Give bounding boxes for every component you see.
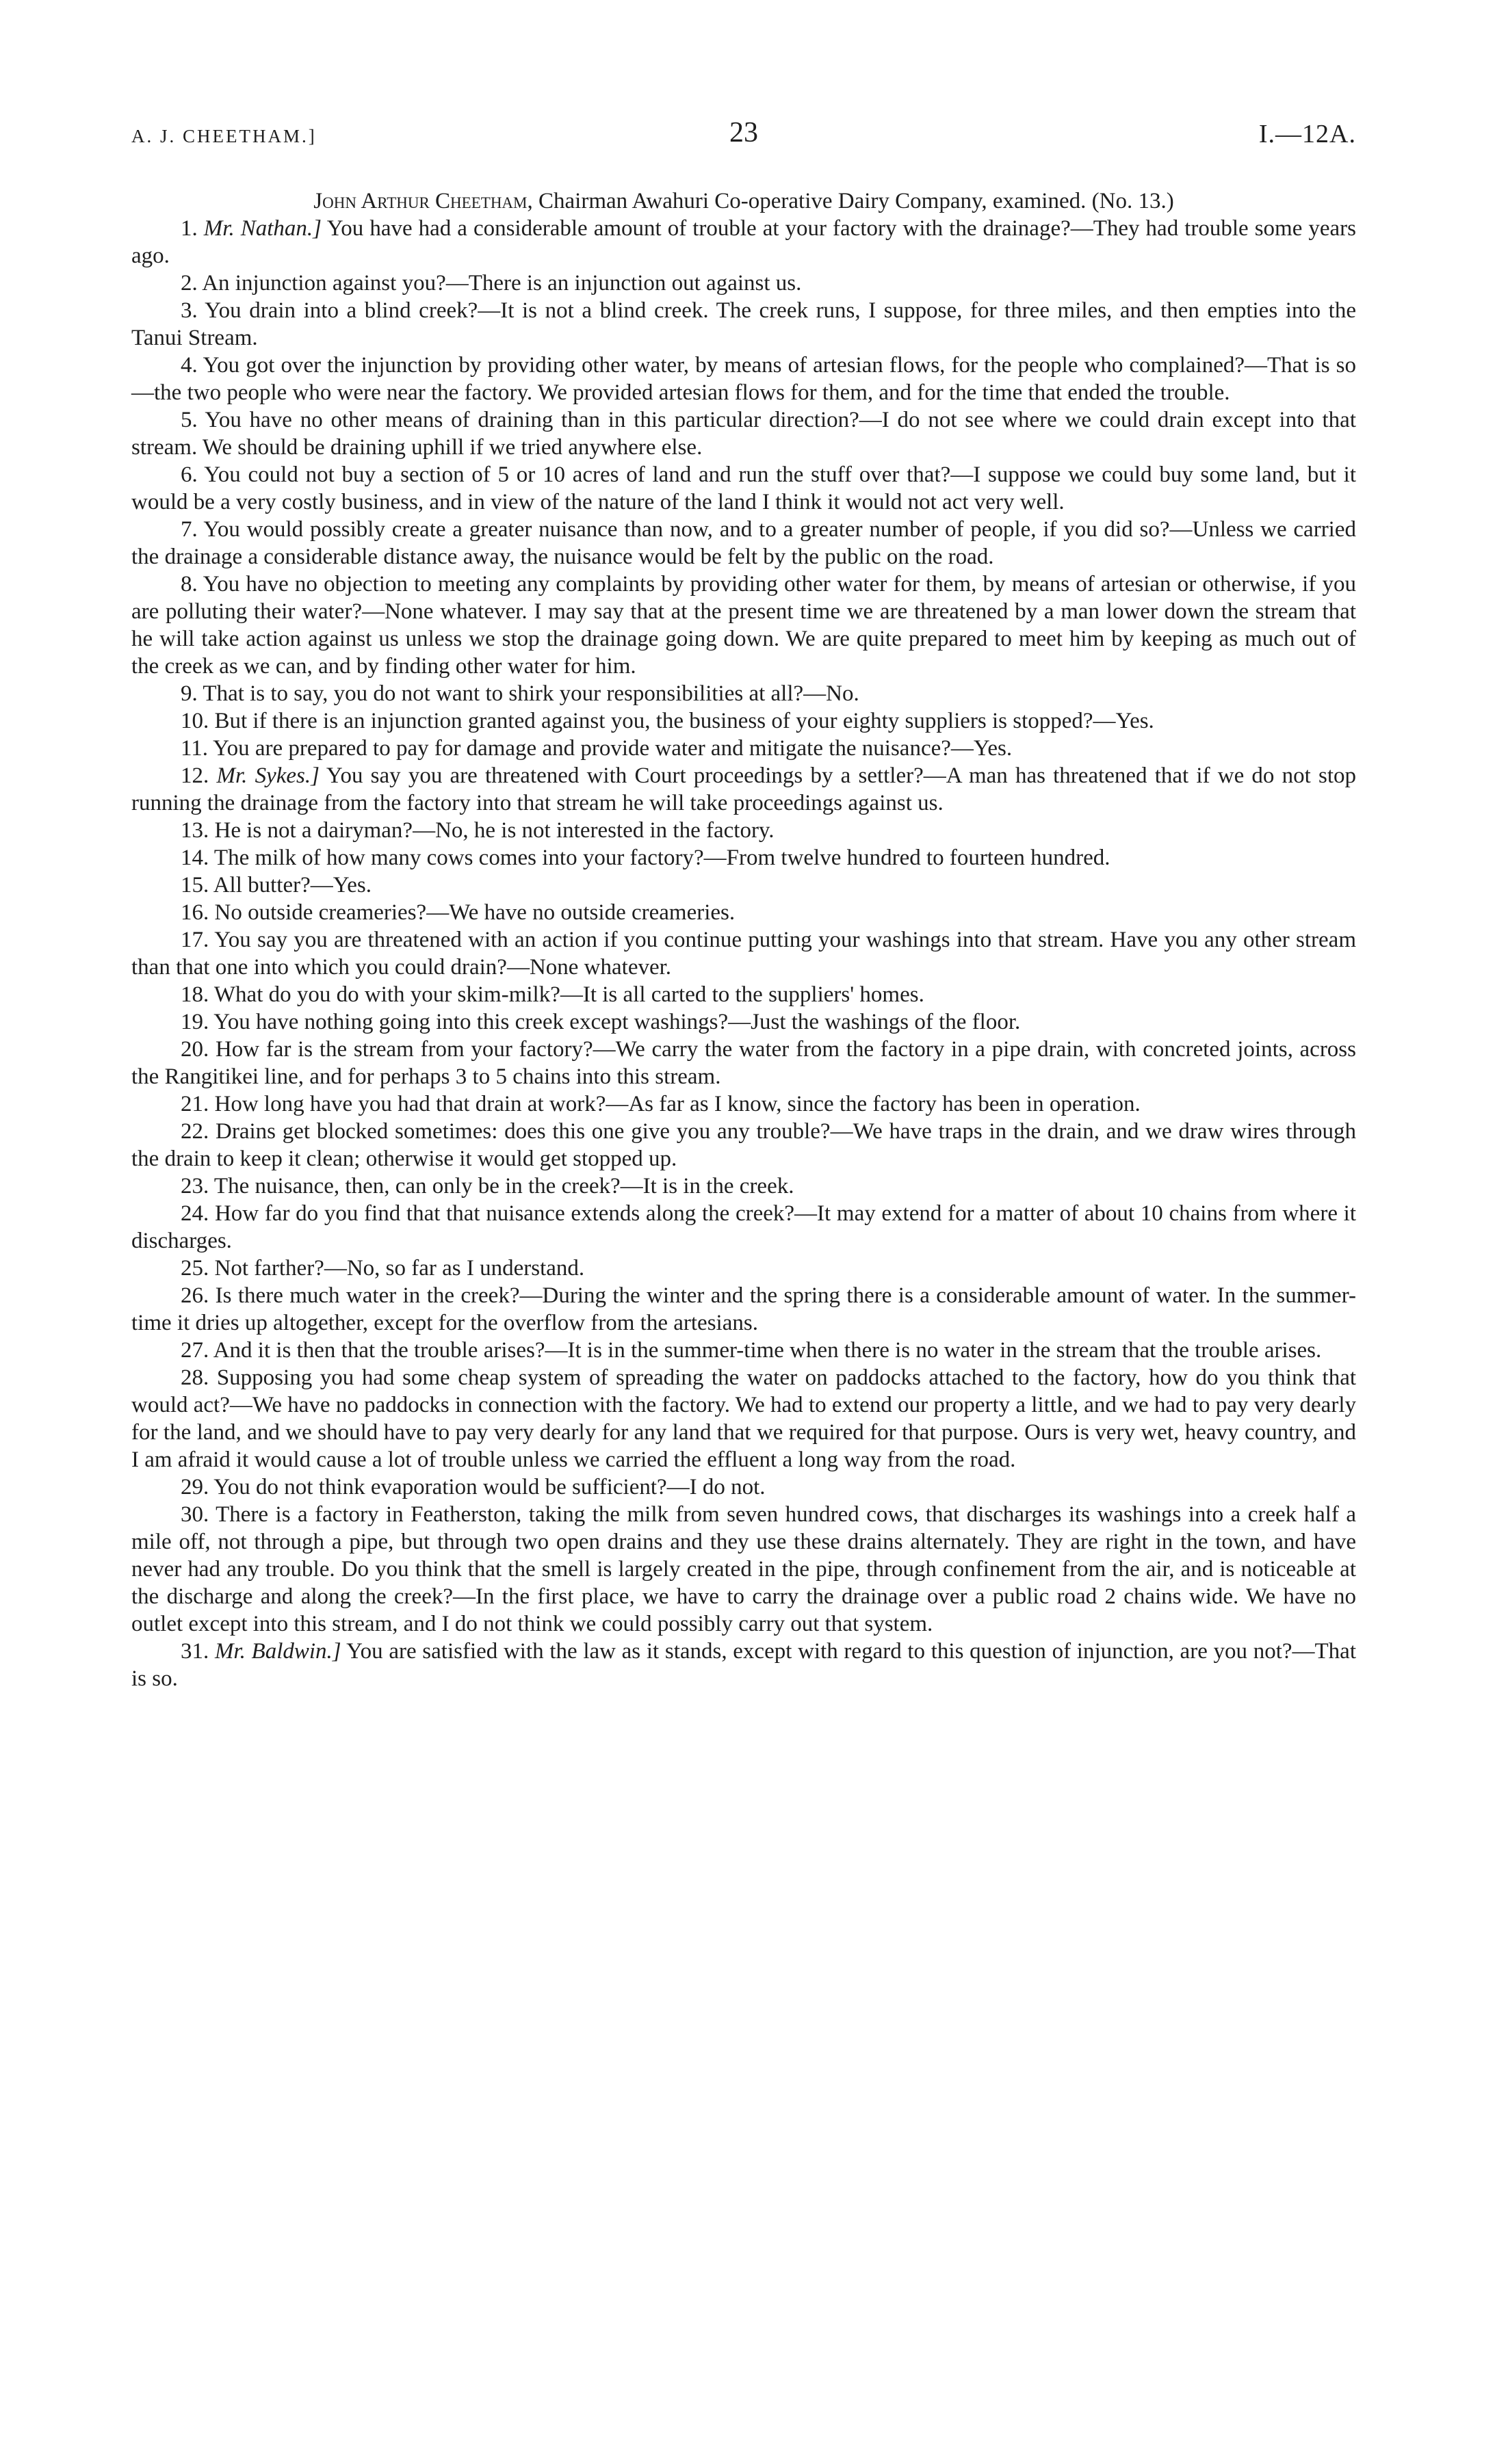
evidence-paragraph — [131, 1172, 1356, 1200]
witness-heading — [131, 187, 1356, 215]
question-answer-text: Supposing you had some cheap system of spreading the water on paddocks attached to the factory, how do you think that would act?—We have no paddocks in connection with the factory. We had to extend our property a little, and we had to pay very dearly for the land, and we should have to pay very dearly for any land that we required for that purpose. Ours is very wet, heavy country, and I am afraid it would cause a lot of trouble unless we carried the effluent a long way from the road. — [131, 1365, 1357, 1472]
question-answer-text: You have no other means of draining than in this particular direction?—I do not see where we could drain except into that stream. We should be draining uphill if we tried anywhere else. — [131, 408, 1356, 460]
question-number: 24. — [181, 1201, 209, 1226]
evidence-paragraph — [131, 1036, 1356, 1090]
question-answer-text: All butter?—Yes. — [213, 873, 372, 897]
document-page — [131, 116, 1356, 1692]
question-answer-text: The nuisance, then, can only be in the creek?—It is in the creek. — [213, 1174, 794, 1198]
question-number: 3. — [181, 298, 198, 323]
evidence-list — [131, 215, 1356, 1692]
question-number: 7. — [181, 517, 198, 542]
evidence-paragraph — [131, 817, 1356, 844]
witness-name: John Arthur Cheetham, — [313, 189, 533, 213]
evidence-paragraph — [131, 1008, 1356, 1036]
question-number: 19. — [181, 1010, 209, 1034]
question-answer-text: You have had a considerable amount of trouble at your factory with the drainage?—They had trouble some years ago. — [131, 216, 1356, 268]
evidence-paragraph — [131, 461, 1356, 516]
question-number: 12. — [181, 763, 209, 788]
question-answer-text: Is there much water in the creek?—During the winter and the spring there is a considerable amount of water. In the summer-time it dries up altogether, except for the overflow from the artesians. — [131, 1283, 1357, 1335]
question-answer-text: You would possibly create a greater nuisance than now, and to a greater number of people, if you did so?—Unless we carried the drainage a considerable distance away, the nuisance would be felt by the public on the road. — [131, 517, 1356, 569]
question-number: 8. — [181, 572, 198, 597]
evidence-paragraph — [131, 1282, 1356, 1337]
question-answer-text: You do not think evaporation would be sufficient?—I do not. — [213, 1475, 766, 1499]
evidence-paragraph — [131, 844, 1356, 871]
question-number: 14. — [181, 846, 209, 870]
evidence-paragraph — [131, 871, 1356, 899]
evidence-paragraph — [131, 926, 1356, 981]
evidence-paragraph — [131, 297, 1356, 352]
question-answer-text: An injunction against you?—There is an injunction out against us. — [202, 271, 802, 296]
question-answer-text: You are prepared to pay for damage and provide water and mitigate the nuisance?—Yes. — [213, 736, 1013, 761]
question-number: 2. — [181, 271, 198, 296]
evidence-paragraph — [131, 1364, 1356, 1473]
question-answer-text: The milk of how many cows comes into your factory?—From twelve hundred to fourteen hundred. — [213, 846, 1110, 870]
question-number: 21. — [181, 1092, 209, 1116]
question-number: 17. — [181, 928, 209, 952]
evidence-paragraph — [131, 1473, 1356, 1501]
evidence-paragraph — [131, 1200, 1356, 1255]
question-answer-text: How far do you find that that nuisance extends along the creek?—It may extend for a matter of about 10 chains from where it discharges. — [131, 1201, 1357, 1253]
question-number: 25. — [181, 1256, 209, 1281]
question-number: 31. — [181, 1639, 209, 1664]
question-answer-text: He is not a dairyman?—No, he is not interested in the factory. — [214, 818, 775, 843]
evidence-paragraph — [131, 1638, 1356, 1692]
question-answer-text: You say you are threatened with an action if you continue putting your washings into that stream. Have you any other stream than that one into which you could drain?—None whatever. — [131, 928, 1356, 980]
question-number: 1. — [181, 216, 198, 241]
question-number: 20. — [181, 1037, 209, 1062]
question-answer-text: How long have you had that drain at work?—As far as I know, since the factory has been in operation. — [214, 1092, 1141, 1116]
question-answer-text: Drains get blocked sometimes: does this one give you any trouble?—We have traps in the drain, and we draw wires through the drain to keep it clean; otherwise it would get stopped up. — [131, 1119, 1356, 1171]
evidence-paragraph — [131, 215, 1356, 270]
evidence-paragraph — [131, 1090, 1356, 1118]
evidence-paragraph — [131, 352, 1356, 406]
evidence-paragraph — [131, 899, 1356, 926]
speaker-name: Mr. Baldwin.] — [214, 1639, 341, 1664]
question-answer-text: You say you are threatened with Court proceedings by a settler?—A man has threatened that if we do not stop running the drainage from the factory into that stream he will take proceedings against us. — [131, 763, 1356, 815]
evidence-paragraph — [131, 680, 1356, 707]
question-number: 10. — [181, 709, 209, 733]
question-number: 26. — [181, 1283, 209, 1308]
question-number: 23. — [181, 1174, 209, 1198]
question-answer-text: Not farther?—No, so far as I understand. — [214, 1256, 585, 1281]
evidence-paragraph — [131, 1118, 1356, 1172]
question-answer-text: But if there is an injunction granted against you, the business of your eighty suppliers is stopped?—Yes. — [214, 709, 1154, 733]
question-number: 9. — [181, 681, 198, 706]
question-number: 29. — [181, 1475, 209, 1499]
question-number: 18. — [181, 982, 209, 1007]
question-number: 30. — [181, 1502, 209, 1527]
question-answer-text: You are satisfied with the law as it stands, except with regard to this question of injunction, are you not?—That is so. — [131, 1639, 1356, 1691]
question-number: 28. — [181, 1365, 209, 1390]
question-answer-text: There is a factory in Featherston, taking the milk from seven hundred cows, that discharges its washings into a creek half a mile off, not through a pipe, but through two open drains and they use these drains alternately. They are right in the town, and have never had any trouble. Do you think that the smell is largely created in the pipe, through confinement from the air, and is noticeable at the discharge and along the creek?—In the first place, we have to carry the drainage over a public road 2 chains wide. We have no outlet except into this stream, and I do not think we could possibly carry out that system. — [131, 1502, 1357, 1636]
evidence-paragraph — [131, 762, 1356, 817]
question-answer-text: What do you do with your skim-milk?—It is all carted to the suppliers' homes. — [213, 982, 924, 1007]
paper-reference: I.—12A. — [1258, 120, 1356, 148]
running-header — [131, 116, 1356, 160]
question-number: 5. — [181, 408, 198, 432]
evidence-paragraph — [131, 571, 1356, 680]
witness-description: Chairman Awahuri Co-operative Dairy Company, examined. — [538, 189, 1087, 213]
question-number: 15. — [181, 873, 209, 897]
speaker-name: Mr. Nathan.] — [203, 216, 322, 241]
evidence-paragraph — [131, 1501, 1356, 1638]
evidence-paragraph — [131, 270, 1356, 297]
question-answer-text: No outside creameries?—We have no outside creameries. — [214, 900, 736, 925]
question-number: 16. — [181, 900, 209, 925]
question-answer-text: How far is the stream from your factory?—We carry the water from the factory in a pipe drain, with concreted joints, across the Rangitikei line, and for perhaps 3 to 5 chains into this stream. — [131, 1037, 1356, 1089]
evidence-paragraph — [131, 1255, 1356, 1282]
evidence-paragraph — [131, 981, 1356, 1008]
question-number: 11. — [181, 736, 209, 761]
question-number: 22. — [181, 1119, 209, 1144]
question-answer-text: That is to say, you do not want to shirk your responsibilities at all?—No. — [203, 681, 859, 706]
question-answer-text: You drain into a blind creek?—It is not a blind creek. The creek runs, I suppose, for three miles, and then empties into the Tanui Stream. — [131, 298, 1356, 350]
speaker-name: Mr. Sykes.] — [216, 763, 320, 788]
evidence-paragraph — [131, 406, 1356, 461]
question-answer-text: And it is then that the trouble arises?—It is in the summer-time when there is no water in the stream that the trouble arises. — [213, 1338, 1322, 1363]
question-number: 27. — [181, 1338, 209, 1363]
question-number: 6. — [181, 462, 198, 487]
question-number: 13. — [181, 818, 209, 843]
question-answer-text: You have no objection to meeting any complaints by providing other water for them, by means of artesian or otherwise, if you are polluting their water?—None whatever. I may say that at the present time we are threatened by a man lower down the stream that he will take action against us unless we stop the drainage going down. We are quite prepared to meet him by keeping as much out of the creek as we can, and by finding other water for him. — [131, 572, 1356, 679]
header-witness-name: A. J. CHEETHAM.] — [131, 126, 317, 146]
question-answer-text: You got over the injunction by providing other water, by means of artesian flows, for the people who complained?—That is so—the two people who were near the factory. We provided artesian flows for them, and for the time that ended the trouble. — [131, 353, 1356, 405]
evidence-paragraph — [131, 735, 1356, 762]
page-number: 23 — [729, 117, 758, 148]
evidence-paragraph — [131, 707, 1356, 735]
evidence-paragraph — [131, 516, 1356, 571]
question-answer-text: You have nothing going into this creek except washings?—Just the washings of the floor. — [213, 1010, 1021, 1034]
evidence-paragraph — [131, 1337, 1356, 1364]
witness-number: (No. 13.) — [1091, 189, 1174, 213]
question-answer-text: You could not buy a section of 5 or 10 acres of land and run the stuff over that?—I suppose we could buy some land, but it would be a very costly business, and in view of the nature of the land I think it would not act very well. — [131, 462, 1356, 514]
question-number: 4. — [181, 353, 198, 378]
